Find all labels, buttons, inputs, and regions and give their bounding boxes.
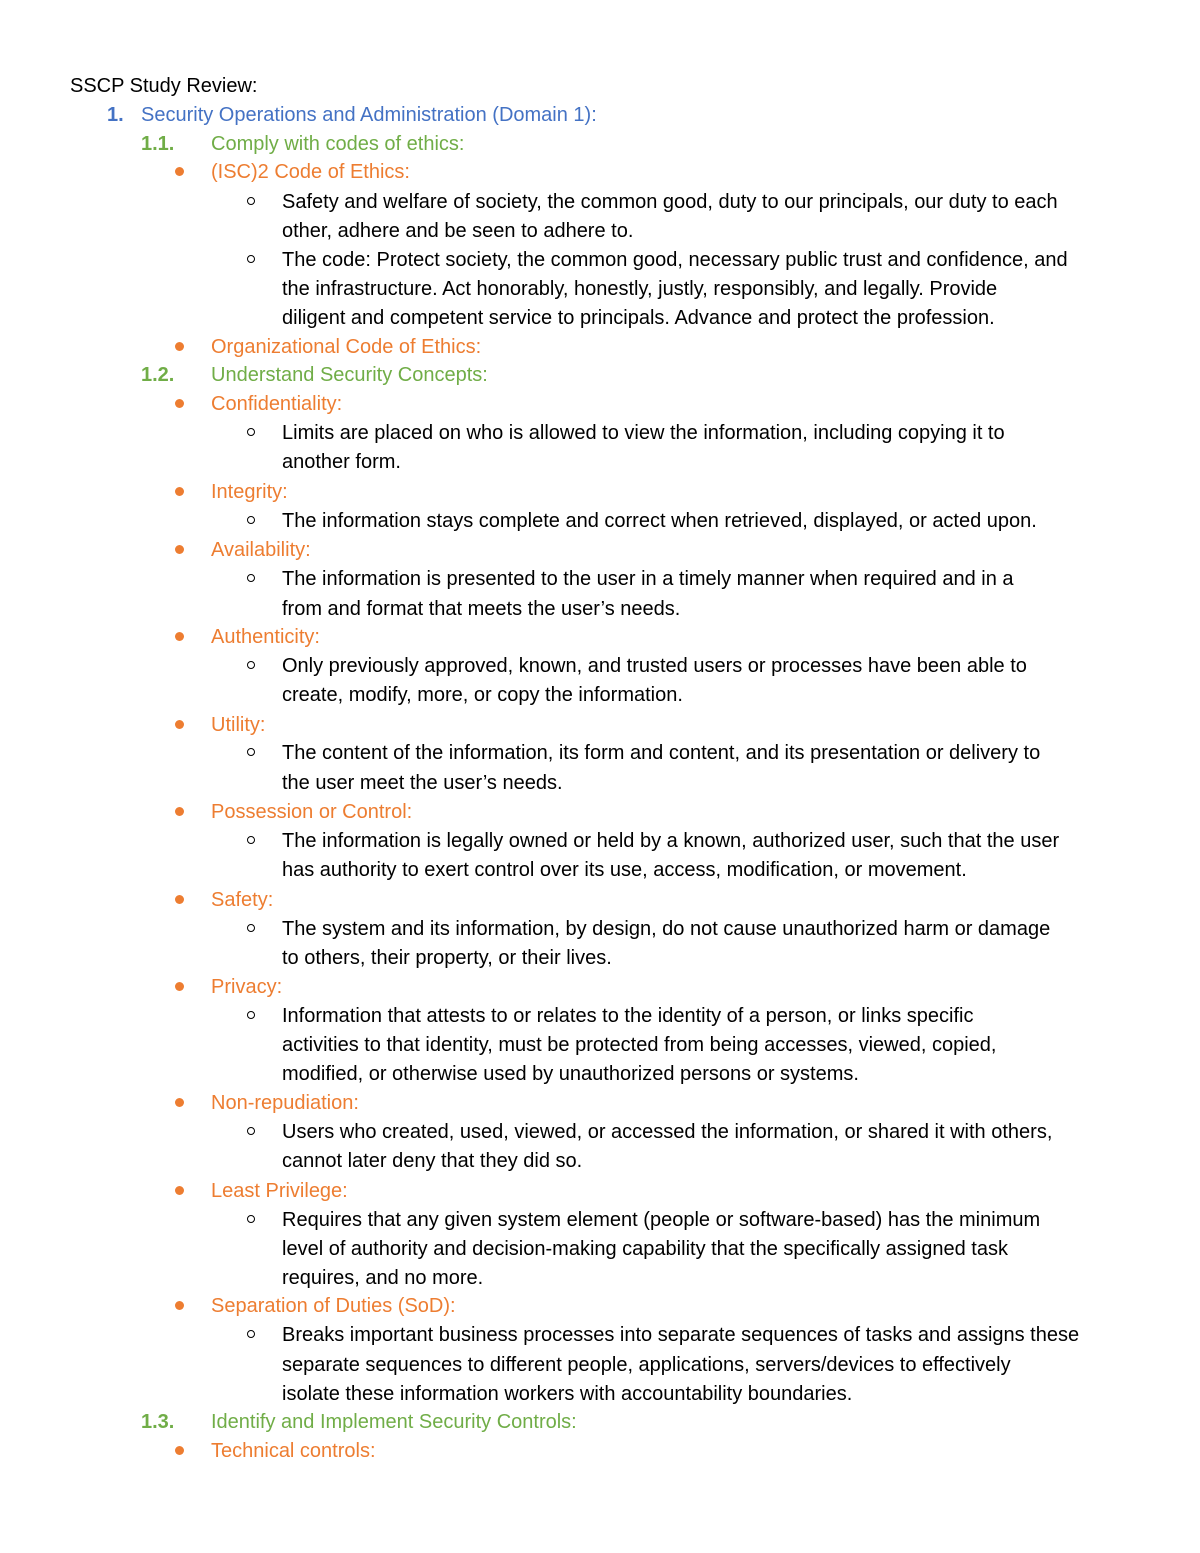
subbullet-continuation: cannot later deny that they did so. xyxy=(282,1150,583,1172)
subbullet-icon xyxy=(247,1330,255,1338)
bullet-icon xyxy=(175,982,184,991)
bullet-label: Non-repudiation: xyxy=(211,1092,359,1114)
heading-label: Security Operations and Administration (Domain 1): xyxy=(141,104,597,126)
section-label: Comply with codes of ethics: xyxy=(211,133,465,155)
bullet-icon xyxy=(175,545,184,554)
heading-number: 1. xyxy=(107,104,124,126)
section-label: Identify and Implement Security Controls: xyxy=(211,1411,577,1433)
subbullet-continuation: from and format that meets the user’s needs. xyxy=(282,598,681,620)
subbullet-text: Only previously approved, known, and trusted users or processes have been able to xyxy=(282,655,1027,677)
bullet-label: Technical controls: xyxy=(211,1440,376,1462)
bullet-label: Privacy: xyxy=(211,976,283,998)
subbullet-continuation: has authority to exert control over its use, access, modification, or movement. xyxy=(282,859,967,881)
subbullet-continuation: the user meet the user’s needs. xyxy=(282,772,563,794)
bullet-label: Organizational Code of Ethics: xyxy=(211,336,482,358)
subbullet-text: Safety and welfare of society, the common good, duty to our principals, our duty to each xyxy=(282,191,1058,213)
bullet-icon xyxy=(175,399,184,408)
bullet-label: Authenticity: xyxy=(211,626,320,648)
subbullet-continuation: activities to that identity, must be protected from being accesses, viewed, copied, xyxy=(282,1034,997,1056)
subbullet-icon xyxy=(247,748,255,756)
bullet-icon xyxy=(175,1301,184,1310)
bullet-icon xyxy=(175,807,184,816)
bullet-label: Safety: xyxy=(211,889,274,911)
subbullet-text: The information is legally owned or held by a known, authorized user, such that the user xyxy=(282,830,1060,852)
subbullet-continuation: modified, or otherwise used by unauthorized persons or systems. xyxy=(282,1063,859,1085)
subbullet-icon xyxy=(247,428,255,436)
bullet-icon xyxy=(175,720,184,729)
subbullet-continuation: to others, their property, or their lives. xyxy=(282,947,612,969)
section-number: 1.3. xyxy=(141,1411,175,1433)
bullet-label: Availability: xyxy=(211,539,311,561)
bullet-icon xyxy=(175,167,184,176)
subbullet-continuation: separate sequences to different people, applications, servers/devices to effectively xyxy=(282,1354,1011,1376)
subbullet-continuation: another form. xyxy=(282,451,401,473)
subbullet-continuation: requires, and no more. xyxy=(282,1267,484,1289)
subbullet-icon xyxy=(247,1127,255,1135)
subbullet-icon xyxy=(247,516,255,524)
subbullet-continuation: other, adhere and be seen to adhere to. xyxy=(282,220,634,242)
bullet-label: Separation of Duties (SoD): xyxy=(211,1295,456,1317)
subbullet-continuation: create, modify, more, or copy the information. xyxy=(282,684,683,706)
bullet-label: Possession or Control: xyxy=(211,801,413,823)
bullet-icon xyxy=(175,1186,184,1195)
subbullet-icon xyxy=(247,661,255,669)
bullet-label: Least Privilege: xyxy=(211,1180,348,1202)
bullet-icon xyxy=(175,1098,184,1107)
subbullet-icon xyxy=(247,1011,255,1019)
section-number: 1.2. xyxy=(141,364,175,386)
subbullet-text: Requires that any given system element (people or software-based) has the minimum xyxy=(282,1209,1041,1231)
subbullet-text: The code: Protect society, the common good, necessary public trust and confidence, and xyxy=(282,249,1068,271)
subbullet-continuation: diligent and competent service to principals. Advance and protect the profession. xyxy=(282,307,995,329)
subbullet-icon xyxy=(247,574,255,582)
subbullet-icon xyxy=(247,197,255,205)
subbullet-continuation: isolate these information workers with accountability boundaries. xyxy=(282,1383,853,1405)
bullet-label: Integrity: xyxy=(211,481,288,503)
subbullet-text: The content of the information, its form and content, and its presentation or delivery to xyxy=(282,742,1041,764)
subbullet-icon xyxy=(247,836,255,844)
bullet-icon xyxy=(175,632,184,641)
bullet-icon xyxy=(175,342,184,351)
bullet-label: Confidentiality: xyxy=(211,393,343,415)
bullet-icon xyxy=(175,1446,184,1455)
subbullet-text: Limits are placed on who is allowed to view the information, including copying it to xyxy=(282,422,1005,444)
subbullet-text: Users who created, used, viewed, or accessed the information, or shared it with others, xyxy=(282,1121,1053,1143)
subbullet-text: The system and its information, by design, do not cause unauthorized harm or damage xyxy=(282,918,1051,940)
subbullet-continuation: level of authority and decision-making capability that the specifically assigned task xyxy=(282,1238,1008,1260)
bullet-icon xyxy=(175,487,184,496)
subbullet-continuation: the infrastructure. Act honorably, honestly, justly, responsibly, and legally. Provide xyxy=(282,278,998,300)
document-title: SSCP Study Review: xyxy=(70,75,258,97)
bullet-icon xyxy=(175,895,184,904)
subbullet-icon xyxy=(247,1215,255,1223)
subbullet-text: Information that attests to or relates to the identity of a person, or links specific xyxy=(282,1005,974,1027)
subbullet-text: Breaks important business processes into separate sequences of tasks and assigns these xyxy=(282,1324,1080,1346)
bullet-label: (ISC)2 Code of Ethics: xyxy=(211,161,410,183)
subbullet-text: The information is presented to the user in a timely manner when required and in a xyxy=(282,568,1014,590)
section-number: 1.1. xyxy=(141,133,175,155)
subbullet-icon xyxy=(247,924,255,932)
subbullet-text: The information stays complete and correct when retrieved, displayed, or acted upon. xyxy=(282,510,1037,532)
section-label: Understand Security Concepts: xyxy=(211,364,488,386)
subbullet-icon xyxy=(247,255,255,263)
bullet-label: Utility: xyxy=(211,714,266,736)
